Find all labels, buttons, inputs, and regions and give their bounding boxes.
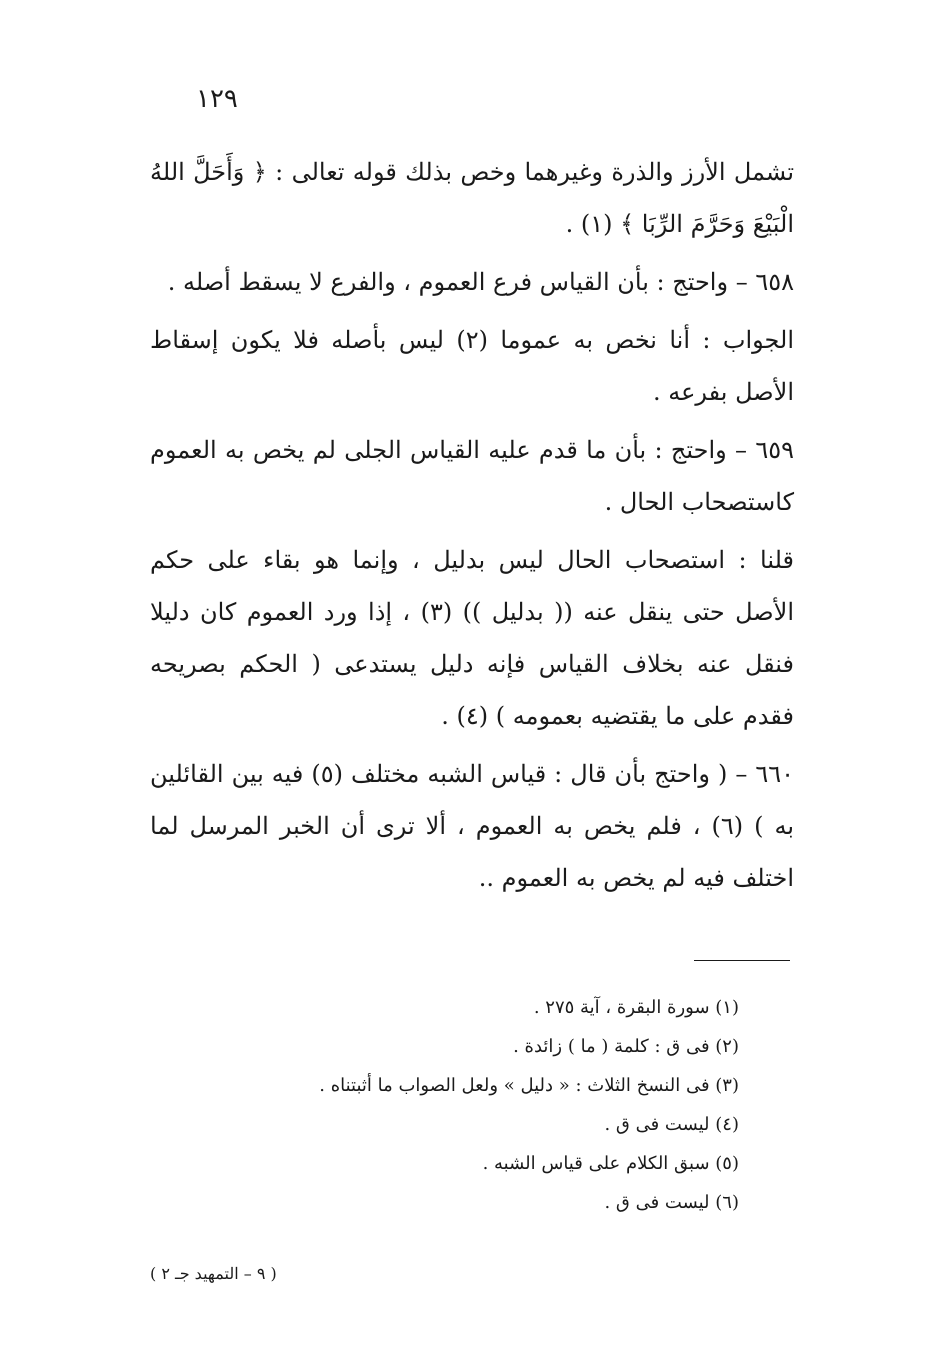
- paragraph-4: ٦٥٩ – واحتج : بأن ما قدم عليه القياس الجلى لم يخص به العموم كاستصحاب الحال .: [150, 436, 794, 516]
- paragraph-1: تشمل الأرز والذرة وغيرهما وخص بذلك قوله تعالى : ﴿ وَأَحَلَّ اللهُ الْبَيْعَ وَحَرَّمَ الرِّبَا ﴾ (١) .: [150, 158, 794, 238]
- footnote-1: (١) سورة البقرة ، آية ٢٧٥ .: [533, 997, 739, 1018]
- page-number: ١٢٩: [196, 84, 238, 114]
- paragraph-6: ٦٦٠ – ( واحتج بأن قال : قياس الشبه مختلف (٥) فيه بين القائلين به ) (٦) ، فلم يخص به العموم ، ألا ترى أن الخبر المرسل لما اختلف فيه لم يخص به العموم ..: [150, 760, 794, 892]
- footnote-divider: [694, 960, 790, 961]
- print-signature: ( ٩ – التمهيد جـ ٢ ): [150, 1264, 277, 1283]
- footnotes: [150, 988, 739, 1222]
- footnote-3: (٣) فى النسخ الثلاث : « دليل » ولعل الصواب ما أثبتناه .: [319, 1075, 739, 1096]
- footnote-6: (٦) ليست فى ق .: [604, 1192, 739, 1213]
- footnote-4: (٤) ليست فى ق .: [604, 1114, 739, 1135]
- footnote-5: (٥) سبق الكلام على قياس الشبه .: [482, 1153, 739, 1174]
- main-text: [150, 146, 794, 910]
- paragraph-5: قلنا : استصحاب الحال ليس بدليل ، وإنما هو بقاء على حكم الأصل حتى ينقل عنه (( بدليل )) (٣) ، إذا ورد العموم كان دليلا فنقل عنه بخلاف القياس فإنه دليل يستدعى ( الحكم بصريحه فقدم على ما يقتضيه بعمومه ) (٤) .: [150, 546, 795, 730]
- paragraph-2: ٦٥٨ – واحتج : بأن القياس فرع العموم ، والفرع لا يسقط أصله .: [167, 268, 794, 296]
- paragraph-3: الجواب : أنا نخص به عموما (٢) ليس بأصله فلا يكون إسقاط الأصل بفرعه .: [150, 326, 794, 406]
- footnote-2: (٢) فى ق : كلمة ( ما ) زائدة .: [513, 1036, 739, 1057]
